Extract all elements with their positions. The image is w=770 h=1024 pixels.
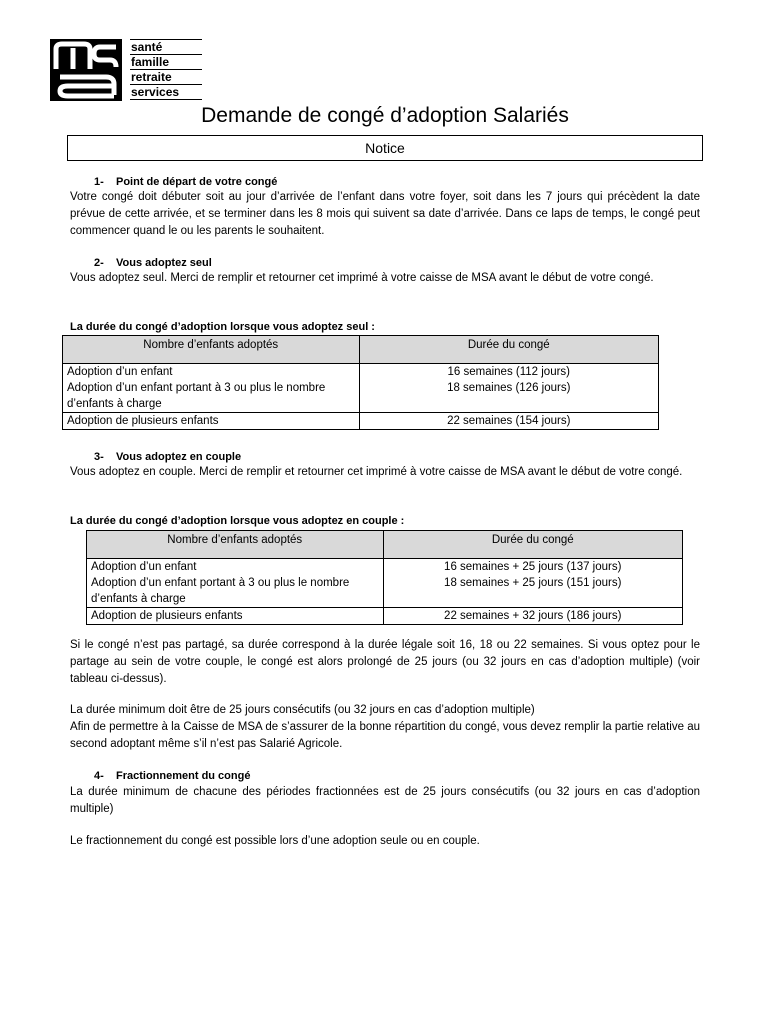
table-adopt-seul xyxy=(62,335,659,430)
tagline-famille: famille xyxy=(130,55,202,70)
logo-tagline xyxy=(130,39,202,100)
section-3-title: Vous adoptez en couple xyxy=(116,451,242,463)
section-3-heading xyxy=(94,451,241,463)
table-cell: Adoption de plusieurs enfants xyxy=(87,608,384,625)
section-4-number: 4- xyxy=(94,770,104,782)
section-1-heading xyxy=(94,176,277,188)
section-3-text: Vous adoptez en couple. Merci de remplir et retourner cet imprimé à votre caisse de MSA avant le début de votre congé. xyxy=(70,466,683,478)
section-1-title: Point de départ de votre congé xyxy=(116,176,278,188)
table-cell: Adoption d’un enfant portant à 3 ou plus le nombre d’enfants à charge xyxy=(63,380,360,413)
second-adopter-text: Afin de permettre à la Caisse de MSA de s’assurer de la bonne répartition du congé, vous devez remplir la partie relative au second adoptant même s’il n’est pas Salarié Agricole. xyxy=(70,721,700,750)
table-1-caption: La durée du congé d’adoption lorsque vous adoptez seul : xyxy=(70,321,375,333)
table-row xyxy=(87,575,683,608)
minimum-duration-line: La durée minimum doit être de 25 jours consécutifs (ou 32 jours en cas d’adoption multiple) xyxy=(70,704,535,716)
table-header-cell: Durée du congé xyxy=(383,531,683,559)
section-1-text: Votre congé doit débuter soit au jour d’arrivée de l’enfant dans votre foyer, soit dans les 7 jours qui précèdent la date prévue de cette arrivée, et se terminer dans les 8 mois qui suivent sa date d’arrivée. Dans ce laps de temps, le congé peut commencer quand le ou les parents le souhaitent. xyxy=(70,191,700,237)
table-row xyxy=(63,413,659,430)
section-2-heading xyxy=(94,257,212,269)
msa-logo-mark xyxy=(50,39,122,101)
table-cell: Adoption d’un enfant xyxy=(63,364,360,381)
page-title: Demande de congé d’adoption Salariés xyxy=(201,104,569,127)
table-cell: 22 semaines (154 jours) xyxy=(359,413,659,430)
table-row xyxy=(63,364,659,381)
table-2-caption: La durée du congé d’adoption lorsque vous adoptez en couple : xyxy=(70,515,405,527)
tagline-sante: santé xyxy=(130,39,202,55)
table-cell: Adoption de plusieurs enfants xyxy=(63,413,360,430)
table-header-cell: Durée du congé xyxy=(359,336,659,364)
table-cell: 22 semaines + 32 jours (186 jours) xyxy=(383,608,683,625)
tagline-retraite: retraite xyxy=(130,70,202,85)
table-cell: Adoption d’un enfant xyxy=(87,559,384,576)
table-header-row xyxy=(63,336,659,364)
section-4-heading xyxy=(94,770,250,782)
section-2-title: Vous adoptez seul xyxy=(116,257,212,269)
fractionnement-text: Le fractionnement du congé est possible lors d’une adoption seule ou en couple. xyxy=(70,835,480,847)
tagline-services: services xyxy=(130,85,202,100)
partage-text: Si le congé n’est pas partagé, sa durée correspond à la durée légale soit 16, 18 ou 22 semaines. Si vous optez pour le partage au sein de votre couple, le congé est alors prolongé de 25 jours (ou 32 jours en cas d’adoption multiple) (voir tableau ci-dessus). xyxy=(70,639,700,685)
table-row xyxy=(87,608,683,625)
table-header-cell: Nombre d’enfants adoptés xyxy=(87,531,384,559)
table-cell: 16 semaines (112 jours) xyxy=(359,364,659,381)
notice-box: Notice xyxy=(67,135,703,161)
section-4-title: Fractionnement du congé xyxy=(116,770,251,782)
table-cell: 16 semaines + 25 jours (137 jours) xyxy=(383,559,683,576)
section-3-number: 3- xyxy=(94,451,104,463)
table-adopt-couple xyxy=(86,530,683,625)
table-row xyxy=(63,380,659,413)
section-2-number: 2- xyxy=(94,257,104,269)
section-1-number: 1- xyxy=(94,176,104,188)
section-2-text: Vous adoptez seul. Merci de remplir et retourner cet imprimé à votre caisse de MSA avant le début de votre congé. xyxy=(70,272,654,284)
table-cell: 18 semaines + 25 jours (151 jours) xyxy=(383,575,683,608)
table-cell: 18 semaines (126 jours) xyxy=(359,380,659,413)
table-header-row xyxy=(87,531,683,559)
section-4-text: La durée minimum de chacune des périodes fractionnées est de 25 jours consécutifs (ou 32 jours en cas d’adoption multiple) xyxy=(70,786,700,815)
table-row xyxy=(87,559,683,576)
table-header-cell: Nombre d’enfants adoptés xyxy=(63,336,360,364)
table-cell: Adoption d’un enfant portant à 3 ou plus le nombre d’enfants à charge xyxy=(87,575,384,608)
msa-logo xyxy=(50,39,122,101)
minimum-duration-text xyxy=(70,702,700,753)
